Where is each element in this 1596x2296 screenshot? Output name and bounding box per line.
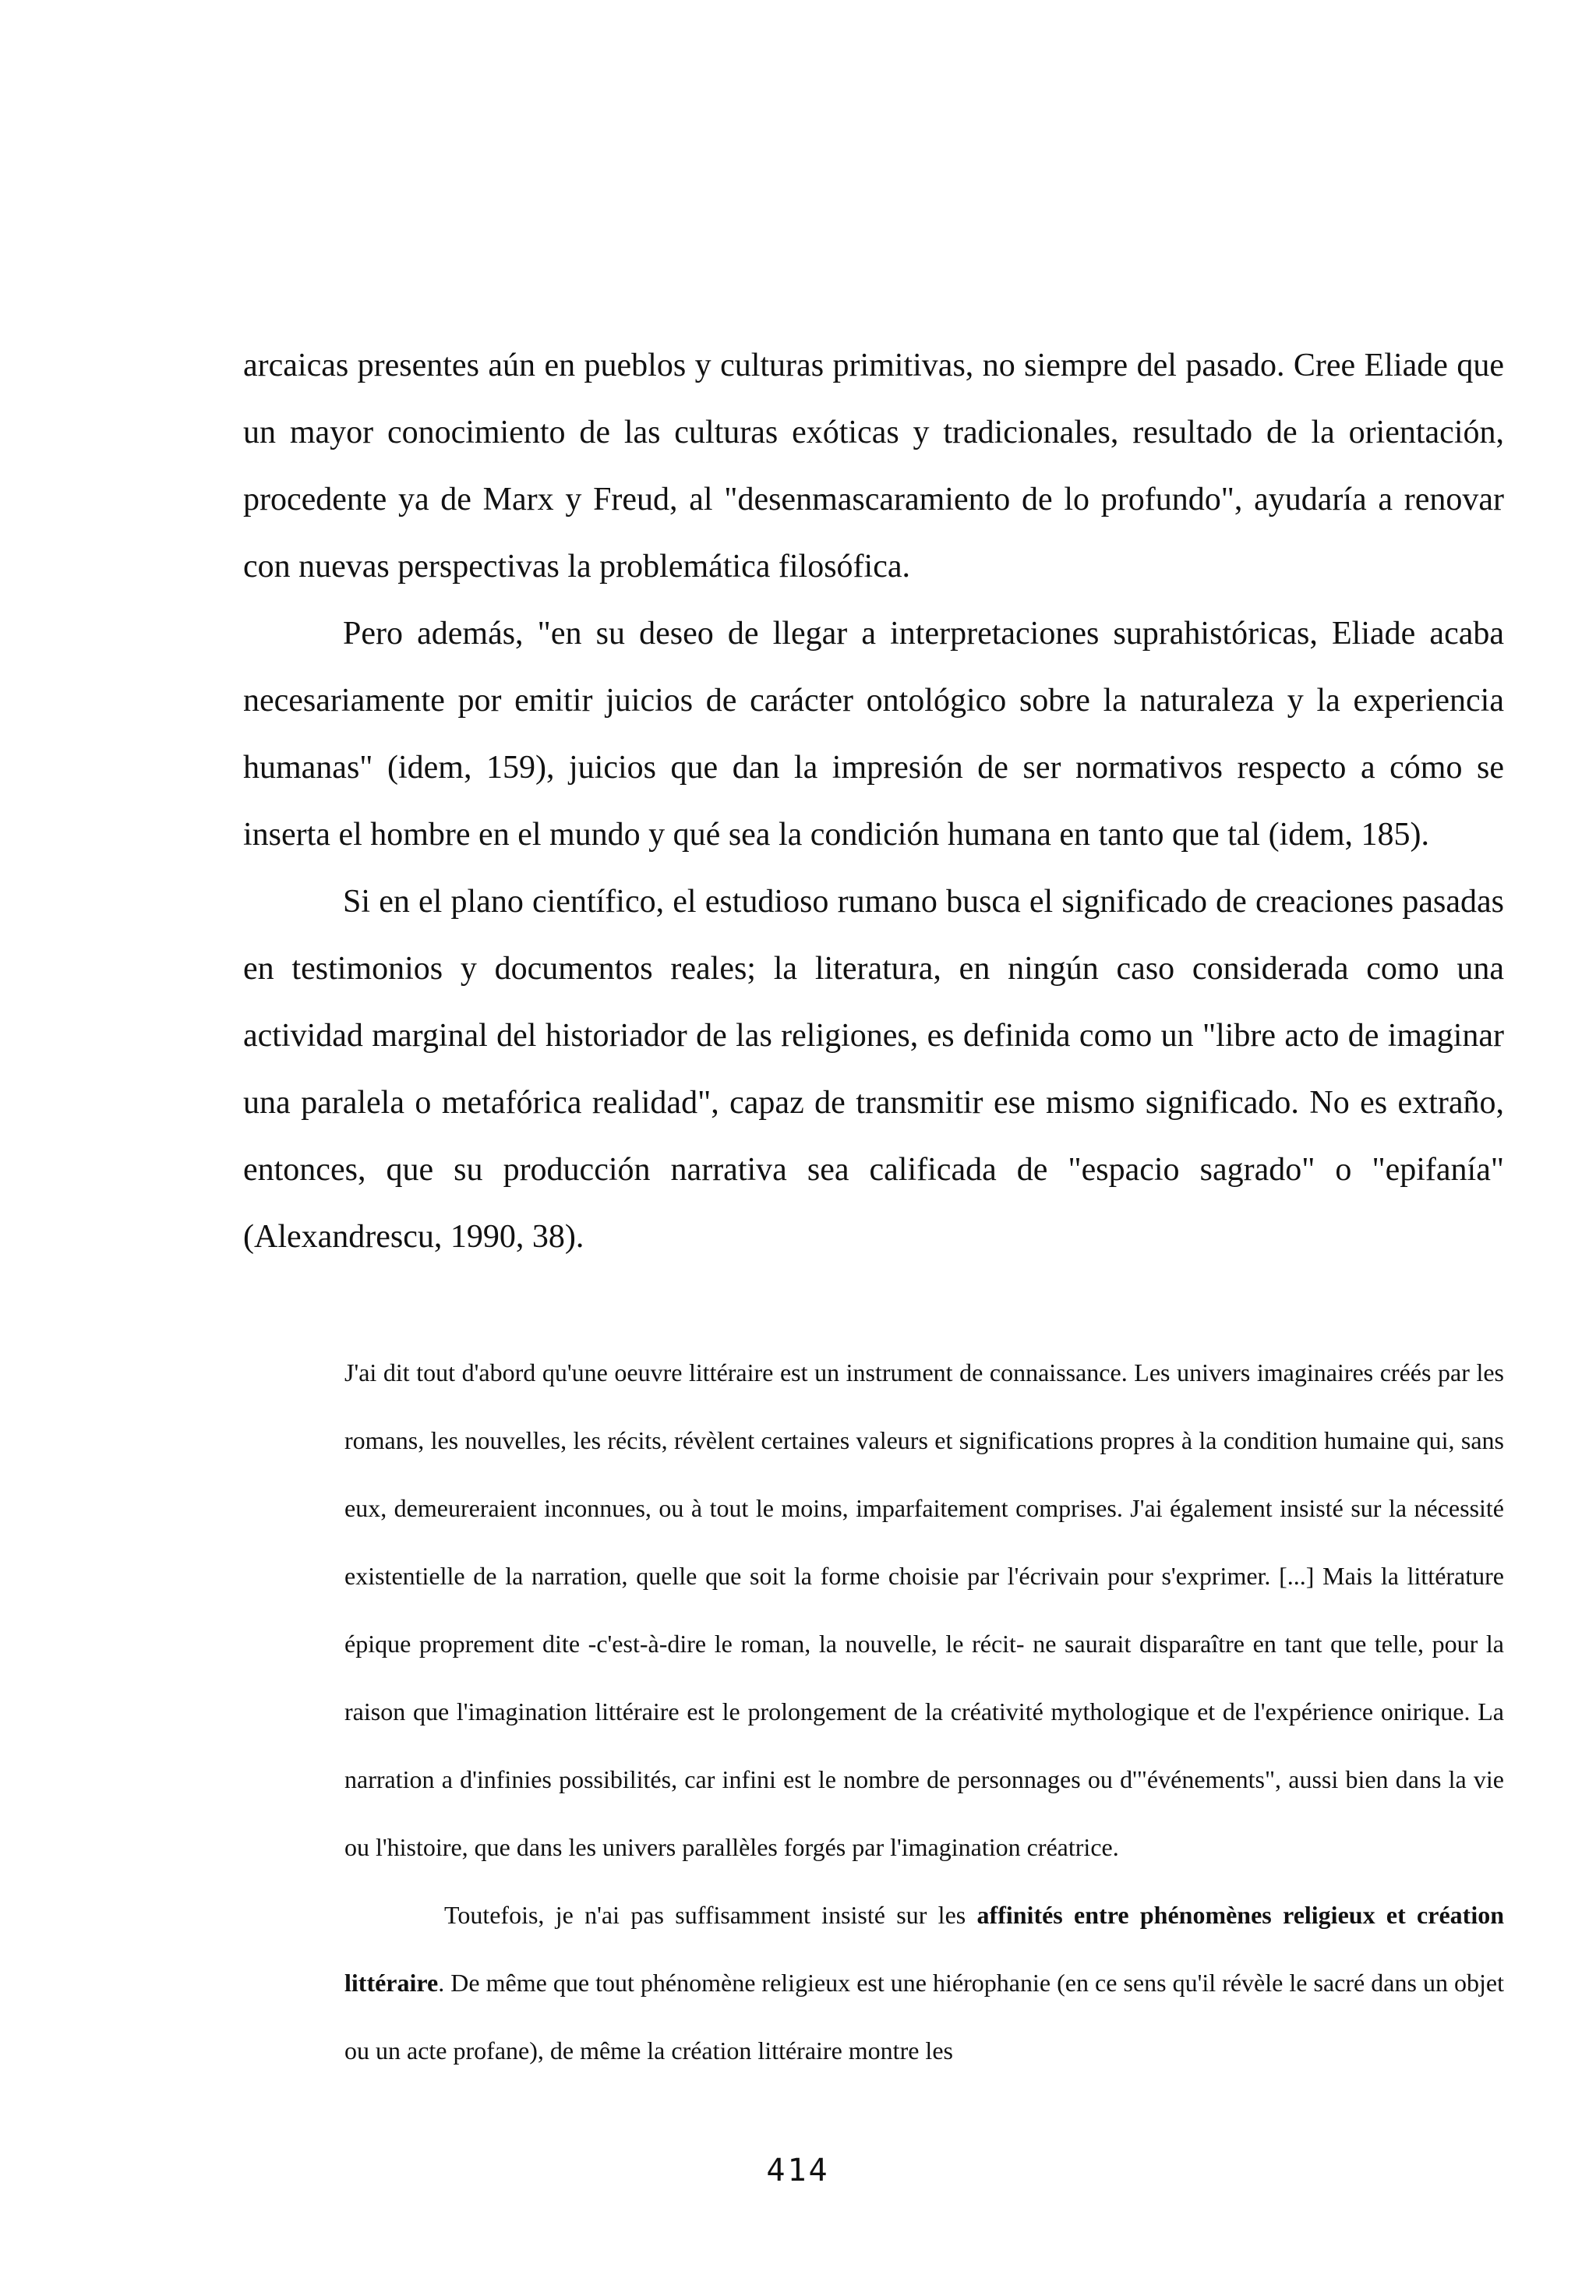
paragraph-2: Pero además, "en su deseo de llegar a interpretaciones suprahistóricas, Eliade acaba necesariamente por emitir juicios de carácter ontológico sobre la naturaleza y la experiencia humanas" (idem, 159), juicios que dan la impresión de ser normativos respecto a cómo se inserta el hombre en el mundo y qué sea la condición humana en tanto que tal (idem, 185). bbox=[243, 616, 1504, 853]
block-quote bbox=[344, 1339, 1504, 2085]
quote-paragraph-2-end: . De même que tout phénomène religieux est une hiérophanie (en ce sens qu'il révèle le sacré dans un objet ou un acte profane), de même la création littéraire montre les bbox=[344, 1969, 1504, 2065]
quote-paragraph-1: J'ai dit tout d'abord qu'une oeuvre littéraire est un instrument de connaissance. Les univers imaginaires créés par les romans, les nouvelles, les récits, révèlent certaines valeurs et significations propres à la condition humaine qui, sans eux, demeureraient inconnues, ou à tout le moins, imparfaitement comprises. J'ai également insisté sur la nécessité existentielle de la narration, quelle que soit la forme choisie par l'écrivain pour s'exprimer. [...] Mais la littérature épique proprement dite -c'est-à-dire le roman, la nouvelle, le récit- ne saurait disparaître en tant que telle, pour la raison que l'imagination littéraire est le prolongement de la créativité mythologique et de l'expérience onirique. La narration a d'infinies possibilités, car infini est le nombre de personnages ou d'"événements", aussi bien dans la vie ou l'histoire, que dans les univers parallèles forgés par l'imagination créatrice. bbox=[344, 1358, 1504, 1861]
quote-paragraph-2-start: Toutefois, je n'ai pas suffisamment insisté sur les bbox=[444, 1901, 977, 1929]
page-number: 414 bbox=[766, 2153, 830, 2188]
main-text bbox=[243, 332, 1504, 1270]
quote-paragraph-2 bbox=[344, 1881, 1504, 2085]
quote-bold-phrase: affinités entre phénomènes religieux et création littéraire bbox=[344, 1901, 1505, 1997]
paragraph-1: arcaicas presentes aún en pueblos y culturas primitivas, no siempre del pasado. Cree Eliade que un mayor conocimiento de las culturas exóticas y tradicionales, resultado de la orientación, procedente ya de Marx y Freud, al "desenmascaramiento de lo profundo", ayudaría a renovar con nuevas perspectivas la problemática filosófica. bbox=[243, 348, 1504, 585]
paragraph-3: Si en el plano científico, el estudioso rumano busca el significado de creaciones pasadas en testimonios y documentos reales; la literatura, en ningún caso considerada como una actividad marginal del historiador de las religiones, es definida como un "libre acto de imaginar una paralela o metafórica realidad", capaz de transmitir ese mismo significado. No es extraño, entonces, que su producción narrativa sea calificada de "espacio sagrado" o "epifanía" (Alexandrescu, 1990, 38). bbox=[243, 884, 1504, 1255]
